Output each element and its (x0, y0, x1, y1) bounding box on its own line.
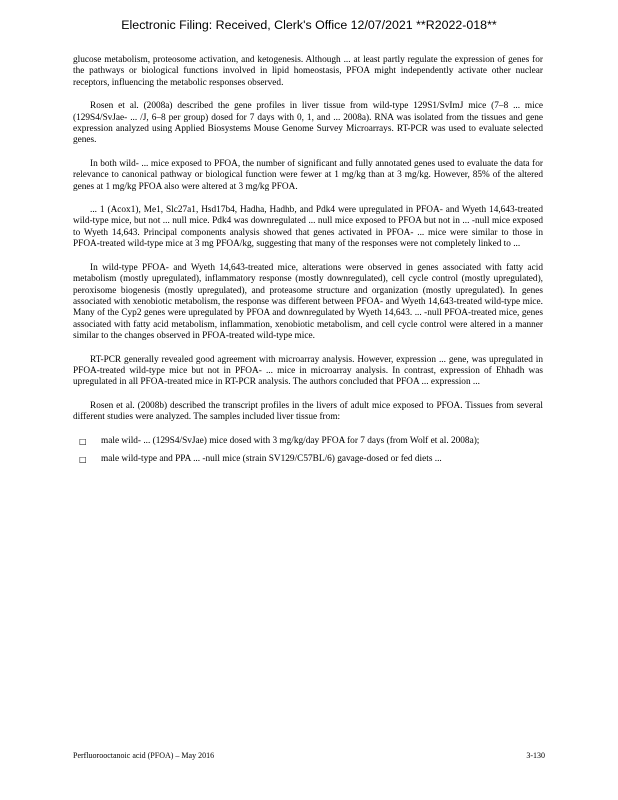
paragraph: glucose metabolism, proteosome activation, and ketogenesis. Although ... at least partly regulate the expression of genes for the pathways or biological functions involved in lipid homeostasis, PFOA might independently activate other nuclear receptors, influencing the metabolic responses observed. (73, 55, 543, 88)
paragraph: Rosen et al. (2008b) described the transcript profiles in the livers of adult mice exposed to PFOA. Tissues from several different studies were analyzed. The samples included liver tissue from: (73, 400, 543, 423)
list-item (73, 436, 543, 447)
list-item-text: male wild-type and PPA ... -null mice (strain SV129/C57BL/6) gavage-dosed or fed diets ... (101, 453, 442, 464)
paragraph: ... 1 (Acox1), Me1, Slc27a1, Hsd17b4, Hadha, Hadhb, and Pdk4 were upregulated in PFOA- and Wyeth 14,643-treated wild-type mice, but not ... null mice. Pdk4 was downregulated ... null mice exposed to PFOA but not in ... -null mice exposed to Wyeth 14,643. Principal components analysis showed that genes activated in PFOA- ... mice were similar to those in PFOA-treated wild-type mice at 3 mg PFOA/kg, suggesting that many of the responses were not completely linked to ... (73, 205, 543, 250)
footer-document-title: Perfluorooctanoic acid (PFOA) – May 2016 (73, 751, 215, 760)
page-footer (73, 751, 545, 760)
paragraph: In both wild- ... mice exposed to PFOA, the number of significant and fully annotated genes used to evaluate the data for relevance to canonical pathway or biological function were fewer at 1 mg/kg than at 3 mg/kg. However, 85% of the altered genes at 1 mg/kg PFOA also were altered at 3 mg/kg PFOA. (73, 158, 543, 192)
document-body (73, 55, 543, 472)
bullet-list (73, 436, 543, 466)
paragraph: Rosen et al. (2008a) described the gene profiles in liver tissue from wild-type 129S1/SvImJ mice (7–8 ... mice (129S4/SvJae- ... /J, 6–8 per group) dosed for 7 days with 0, 1, and ... 2008a). RNA was isolated from the tissues and gene expression analyzed using Applied Biosystems Mouse Genome Survey Microarrays. RT-PCR was used to evaluate selected genes. (73, 101, 543, 146)
list-item (73, 454, 543, 465)
list-item-text: male wild- ... (129S4/SvJae) mice dosed with 3 mg/kg/day PFOA for 7 days (from Wolf et al. 2008a); (101, 435, 480, 446)
filing-header: Electronic Filing: Received, Clerk's Office 12/07/2021 **R2022-018** (121, 18, 497, 32)
paragraph: In wild-type PFOA- and Wyeth 14,643-treated mice, alterations were observed in genes associated with fatty acid metabolism (mostly upregulated), inflammatory response (mostly downregulated), cell cycle control (mostly upregulated), peroxisome biogenesis (mostly upregulated), and proteasome structure and organization (mostly upregulated). In genes associated with xenobiotic metabolism, the response was different between PFOA- and Wyeth 14,643-treated wild-type mice. Many of the Cyp2 genes were upregulated by PFOA and downregulated by Wyeth 14,643. ... -null PFOA-treated mice, genes associated with fatty acid metabolism, inflammation, xenobiotic metabolism, and cell cycle control were altered in a manner similar to the changes observed in PFOA-treated wild-type mice. (73, 262, 543, 342)
paragraph: RT-PCR generally revealed good agreement with microarray analysis. However, expression ... gene, was upregulated in PFOA-treated wild-type mice but not in PFOA- ... mice in microarray analysis. In contrast, expression of Ehhadh was upregulated in all PFOA-treated mice in RT-PCR analysis. The authors concluded that PFOA ... expression ... (73, 354, 543, 388)
page-number: 3-130 (526, 751, 545, 760)
bullet-box-icon: □ (79, 454, 87, 464)
bullet-box-icon: □ (79, 436, 87, 446)
